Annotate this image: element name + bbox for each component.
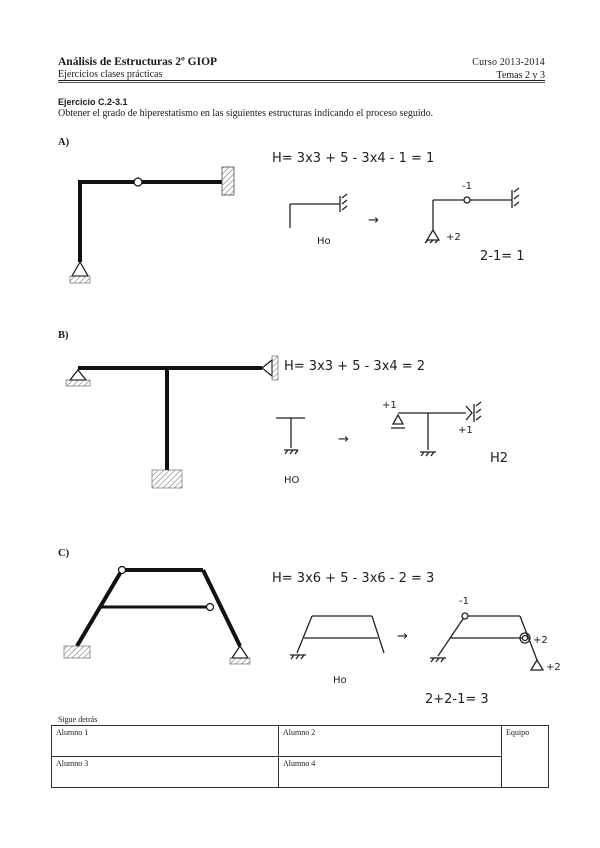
ho-label-b: HO bbox=[284, 475, 300, 486]
ann-b-left: +1 bbox=[382, 400, 397, 411]
fixed-support-a bbox=[222, 167, 234, 195]
formula-a: H= 3x3 + 5 - 3x4 - 1 = 1 bbox=[272, 151, 435, 166]
sketch-c-ho bbox=[290, 616, 384, 659]
student2-cell: Alumno 2 bbox=[279, 726, 502, 757]
pin-support-b bbox=[70, 370, 86, 380]
ann-b-right: +1 bbox=[458, 425, 473, 436]
academic-year: Curso 2013-2014 bbox=[472, 57, 545, 68]
exercise-statement: Obtener el grado de hiperestatismo en las siguientes estructuras indicando el proceso seguido. bbox=[58, 108, 434, 119]
formula-c: H= 3x6 + 5 - 3x6 - 2 = 3 bbox=[272, 571, 435, 586]
student3-cell: Alumno 3 bbox=[52, 757, 279, 788]
section-c-label: C) bbox=[58, 548, 70, 559]
course-subtitle: Ejercicios clases prácticas bbox=[58, 69, 163, 80]
exercise-title: Ejercicio C.2-3.1 bbox=[58, 97, 128, 107]
frame-b bbox=[66, 356, 278, 488]
ann-a-top: -1 bbox=[462, 181, 472, 192]
section-a-label: A) bbox=[58, 137, 70, 148]
hinge-c-right bbox=[207, 604, 214, 611]
ann-c-node: +2 bbox=[533, 635, 548, 646]
pin-support-c bbox=[232, 646, 248, 658]
sketch-b-ho bbox=[276, 418, 305, 454]
section-b-label: B) bbox=[58, 330, 69, 341]
course-title: Análisis de Estructuras 2º GIOP bbox=[58, 56, 218, 68]
student1-cell: Alumno 1 bbox=[52, 726, 279, 757]
sketch-a-ho bbox=[290, 194, 347, 228]
result-a: 2-1= 1 bbox=[480, 249, 525, 264]
frame-a bbox=[70, 167, 234, 283]
ho-label-a: Ho bbox=[317, 236, 331, 247]
ann-c-top: -1 bbox=[459, 596, 469, 607]
arrow-c: → bbox=[397, 629, 408, 644]
ann-c-support: +2 bbox=[546, 662, 561, 673]
ann-a-support: +2 bbox=[446, 232, 461, 243]
topics: Temas 2 y 3 bbox=[496, 70, 545, 81]
sketch-a-h bbox=[425, 188, 519, 243]
arrow-b: → bbox=[338, 432, 349, 447]
frame-c bbox=[64, 567, 250, 665]
pin-support-a bbox=[72, 262, 88, 276]
roller-support-b bbox=[262, 360, 272, 376]
ho-label-c: Ho bbox=[333, 675, 347, 686]
formula-b: H= 3x3 + 5 - 3x4 = 2 bbox=[284, 359, 426, 374]
sketch-c-h bbox=[430, 613, 543, 670]
fixed-support-b bbox=[152, 470, 182, 488]
fixed-support-c bbox=[64, 646, 90, 658]
hinge-c-top bbox=[119, 567, 126, 574]
result-c: 2+2-1= 3 bbox=[425, 692, 489, 707]
result-b: H2 bbox=[490, 451, 509, 466]
continue-note: Sigue detrás bbox=[58, 715, 98, 724]
arrow-a: → bbox=[368, 213, 379, 228]
students-table bbox=[51, 725, 549, 788]
team-cell: Equipo bbox=[502, 726, 549, 788]
student4-cell: Alumno 4 bbox=[279, 757, 502, 788]
hinge-a bbox=[134, 178, 142, 186]
